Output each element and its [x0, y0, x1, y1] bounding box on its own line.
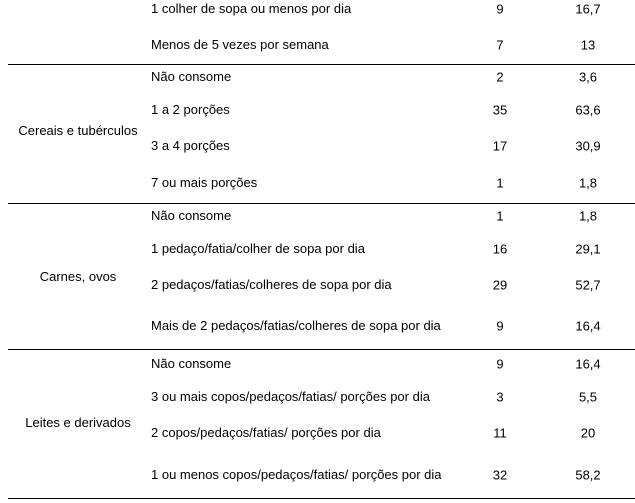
row-description: Menos de 5 vezes por semana	[151, 37, 329, 52]
row-percent: 13	[580, 37, 596, 53]
row-percent: 29,1	[575, 241, 601, 257]
row-count: 1	[496, 208, 504, 224]
row-count: 35	[492, 102, 508, 118]
row-percent: 5,5	[578, 389, 598, 405]
row-percent: 30,9	[575, 138, 601, 154]
row-description: 1 ou menos copos/pedaços/fatias/ porções por dia	[151, 467, 442, 482]
row-percent: 16,4	[575, 356, 601, 372]
category-label: Carnes, ovos	[39, 269, 117, 284]
row-description: 1 a 2 porções	[151, 102, 230, 117]
row-count: 11	[493, 425, 507, 441]
row-description: 1 colher de sopa ou menos por dia	[151, 1, 352, 16]
row-count: 29	[492, 277, 508, 293]
row-percent: 16,4	[575, 318, 601, 334]
category-label: Leites e derivados	[25, 414, 131, 430]
row-description: 3 ou mais copos/pedaços/fatias/ porções por dia	[151, 389, 430, 404]
row-count: 1	[496, 175, 504, 191]
row-count: 9	[496, 1, 504, 17]
row-description: 3 a 4 porções	[151, 138, 230, 153]
row-percent: 20	[580, 425, 596, 441]
row-percent: 63,6	[575, 102, 601, 118]
row-percent: 1,8	[578, 175, 598, 191]
table-group	[8, 65, 635, 204]
category-label: Cereais e tubérculos	[18, 122, 138, 138]
row-description: Não consome	[151, 208, 232, 223]
table-group	[8, 204, 635, 350]
table-group	[8, 0, 635, 65]
row-count: 9	[496, 318, 504, 334]
row-count: 9	[496, 356, 504, 372]
row-description: 2 pedaços/fatias/colheres de sopa por dia	[151, 277, 392, 292]
row-percent: 52,7	[575, 277, 601, 293]
row-description: Mais de 2 pedaços/fatias/colheres de sopa por dia	[151, 318, 441, 333]
row-count: 3	[496, 389, 504, 405]
category-label	[8, 0, 148, 64]
row-count: 32	[492, 467, 508, 483]
table-group	[8, 350, 635, 499]
row-description: Não consome	[151, 356, 232, 371]
row-count: 17	[492, 138, 508, 154]
row-description: Não consome	[151, 69, 232, 84]
row-percent: 58,2	[575, 467, 601, 483]
row-percent: 16,7	[575, 1, 601, 17]
row-description: 7 ou mais porções	[151, 175, 258, 190]
row-description: 2 copos/pedaços/fatias/ porções por dia	[151, 425, 381, 440]
row-percent: 1,8	[578, 208, 598, 224]
row-count: 2	[496, 69, 504, 85]
row-percent: 3,6	[578, 69, 598, 85]
row-description: 1 pedaço/fatia/colher de sopa por dia	[151, 241, 365, 256]
row-count: 7	[496, 37, 504, 53]
row-count: 16	[492, 241, 508, 257]
